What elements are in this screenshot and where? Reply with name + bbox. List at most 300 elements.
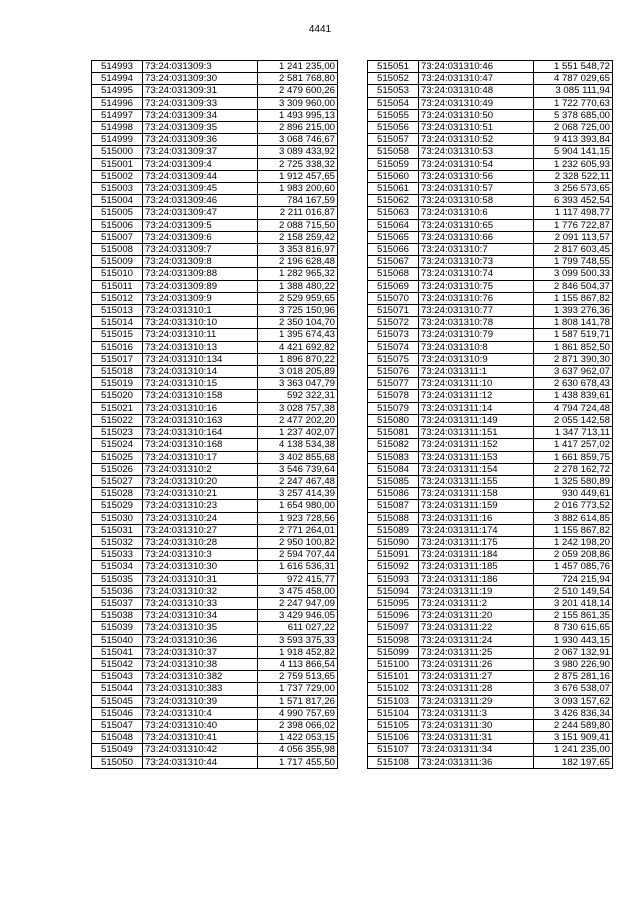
table-row bbox=[368, 646, 613, 658]
cadastral-number-cell: 73:24:031309:5 bbox=[143, 219, 258, 231]
cadastral-value-cell: 3 402 855,68 bbox=[258, 451, 338, 463]
table-row bbox=[92, 146, 338, 158]
cadastral-number-cell: 73:24:031311:184 bbox=[419, 549, 534, 561]
cadastral-value-cell: 2 158 259,42 bbox=[258, 231, 338, 243]
row-number-cell: 515107 bbox=[368, 744, 419, 756]
cadastral-number-cell: 73:24:031311:158 bbox=[419, 488, 534, 500]
table-row bbox=[92, 512, 338, 524]
row-number-cell: 515064 bbox=[368, 219, 419, 231]
row-number-cell: 515055 bbox=[368, 109, 419, 121]
cadastral-value-cell: 1 395 674,43 bbox=[258, 329, 338, 341]
table-row bbox=[368, 183, 613, 195]
table-row bbox=[92, 170, 338, 182]
cadastral-value-cell: 2 510 149,54 bbox=[534, 585, 613, 597]
table-row bbox=[368, 268, 613, 280]
table-row bbox=[92, 488, 338, 500]
cadastral-value-cell: 724 215,94 bbox=[534, 573, 613, 585]
row-number-cell: 515058 bbox=[368, 146, 419, 158]
table-row bbox=[368, 744, 613, 756]
cadastral-number-cell: 73:24:031309:4 bbox=[143, 158, 258, 170]
row-number-cell: 515096 bbox=[368, 610, 419, 622]
cadastral-value-cell: 2 247 467,48 bbox=[258, 475, 338, 487]
cadastral-value-cell: 2 846 504,37 bbox=[534, 280, 613, 292]
row-number-cell: 515016 bbox=[92, 341, 143, 353]
cadastral-number-cell: 73:24:031310:34 bbox=[143, 610, 258, 622]
table-row bbox=[368, 719, 613, 731]
row-number-cell: 515021 bbox=[92, 402, 143, 414]
cadastral-number-cell: 73:24:031310:78 bbox=[419, 317, 534, 329]
table-row bbox=[92, 73, 338, 85]
cadastral-number-cell: 73:24:031310:41 bbox=[143, 732, 258, 744]
table-row bbox=[368, 695, 613, 707]
table-row bbox=[368, 658, 613, 670]
cadastral-value-cell: 611 027,22 bbox=[258, 622, 338, 634]
row-number-cell: 515012 bbox=[92, 292, 143, 304]
cadastre-table-right bbox=[367, 60, 613, 769]
cadastral-value-cell: 2 088 715,50 bbox=[258, 219, 338, 231]
cadastral-number-cell: 73:24:031310:75 bbox=[419, 280, 534, 292]
table-row bbox=[92, 719, 338, 731]
cadastral-number-cell: 73:24:031310:54 bbox=[419, 158, 534, 170]
row-number-cell: 515061 bbox=[368, 183, 419, 195]
cadastral-number-cell: 73:24:031311:3 bbox=[419, 707, 534, 719]
table-row bbox=[368, 451, 613, 463]
cadastral-number-cell: 73:24:031309:35 bbox=[143, 122, 258, 134]
row-number-cell: 515106 bbox=[368, 732, 419, 744]
row-number-cell: 514993 bbox=[92, 61, 143, 73]
table-row bbox=[92, 195, 338, 207]
row-number-cell: 515045 bbox=[92, 695, 143, 707]
cadastral-value-cell: 1 325 580,89 bbox=[534, 475, 613, 487]
table-row bbox=[92, 524, 338, 536]
table-row bbox=[92, 744, 338, 756]
cadastral-number-cell: 73:24:031310:48 bbox=[419, 85, 534, 97]
cadastral-value-cell: 2 328 522,11 bbox=[534, 170, 613, 182]
cadastral-value-cell: 2 581 768,80 bbox=[258, 73, 338, 85]
cadastral-number-cell: 73:24:031310:74 bbox=[419, 268, 534, 280]
cadastral-number-cell: 73:24:031310:44 bbox=[143, 756, 258, 768]
cadastral-number-cell: 73:24:031310:33 bbox=[143, 597, 258, 609]
cadastral-number-cell: 73:24:031310:17 bbox=[143, 451, 258, 463]
table-row bbox=[368, 158, 613, 170]
row-number-cell: 515020 bbox=[92, 390, 143, 402]
row-number-cell: 515009 bbox=[92, 256, 143, 268]
cadastral-value-cell: 930 449,61 bbox=[534, 488, 613, 500]
table-row bbox=[92, 329, 338, 341]
cadastral-number-cell: 73:24:031310:52 bbox=[419, 134, 534, 146]
cadastral-number-cell: 73:24:031310:134 bbox=[143, 353, 258, 365]
row-number-cell: 515051 bbox=[368, 61, 419, 73]
cadastral-number-cell: 73:24:031311:16 bbox=[419, 512, 534, 524]
cadastral-number-cell: 73:24:031310:382 bbox=[143, 671, 258, 683]
row-number-cell: 515048 bbox=[92, 732, 143, 744]
table-row bbox=[92, 634, 338, 646]
row-number-cell: 515037 bbox=[92, 597, 143, 609]
cadastral-number-cell: 73:24:031310:14 bbox=[143, 366, 258, 378]
cadastral-value-cell: 2 817 603,45 bbox=[534, 244, 613, 256]
table-row bbox=[368, 439, 613, 451]
cadastral-number-cell: 73:24:031310:163 bbox=[143, 414, 258, 426]
table-row bbox=[92, 573, 338, 585]
cadastral-value-cell: 2 055 142,58 bbox=[534, 414, 613, 426]
cadastral-value-cell: 1 237 402,07 bbox=[258, 427, 338, 439]
row-number-cell: 515069 bbox=[368, 280, 419, 292]
cadastral-number-cell: 73:24:031310:21 bbox=[143, 488, 258, 500]
cadastral-number-cell: 73:24:031310:46 bbox=[419, 61, 534, 73]
cadastral-number-cell: 73:24:031309:8 bbox=[143, 256, 258, 268]
row-number-cell: 515087 bbox=[368, 500, 419, 512]
cadastral-value-cell: 1 930 443,15 bbox=[534, 634, 613, 646]
table-row bbox=[92, 707, 338, 719]
cadastral-value-cell: 1 918 452,82 bbox=[258, 646, 338, 658]
row-number-cell: 515102 bbox=[368, 683, 419, 695]
row-number-cell: 515083 bbox=[368, 451, 419, 463]
table-row bbox=[92, 414, 338, 426]
row-number-cell: 514994 bbox=[92, 73, 143, 85]
table-row bbox=[368, 756, 613, 768]
table-row bbox=[92, 451, 338, 463]
cadastral-number-cell: 73:24:031309:89 bbox=[143, 280, 258, 292]
table-row bbox=[368, 573, 613, 585]
cadastral-number-cell: 73:24:031310:39 bbox=[143, 695, 258, 707]
cadastral-value-cell: 2 479 600,26 bbox=[258, 85, 338, 97]
cadastral-number-cell: 73:24:031311:28 bbox=[419, 683, 534, 695]
cadastral-value-cell: 3 068 746,67 bbox=[258, 134, 338, 146]
cadastral-number-cell: 73:24:031311:152 bbox=[419, 439, 534, 451]
table-row bbox=[368, 292, 613, 304]
cadastral-number-cell: 73:24:031310:76 bbox=[419, 292, 534, 304]
cadastral-value-cell: 3 099 500,33 bbox=[534, 268, 613, 280]
row-number-cell: 515024 bbox=[92, 439, 143, 451]
table-row bbox=[92, 61, 338, 73]
cadastral-value-cell: 3 676 538,07 bbox=[534, 683, 613, 695]
cadastral-number-cell: 73:24:031310:11 bbox=[143, 329, 258, 341]
table-row bbox=[92, 280, 338, 292]
cadastral-value-cell: 1 587 519,71 bbox=[534, 329, 613, 341]
cadastral-number-cell: 73:24:031309:31 bbox=[143, 85, 258, 97]
cadastral-value-cell: 182 197,65 bbox=[534, 756, 613, 768]
row-number-cell: 515027 bbox=[92, 475, 143, 487]
table-row bbox=[92, 756, 338, 768]
table-row bbox=[368, 97, 613, 109]
table-row bbox=[92, 561, 338, 573]
cadastral-number-cell: 73:24:031310:42 bbox=[143, 744, 258, 756]
cadastral-number-cell: 73:24:031310:77 bbox=[419, 305, 534, 317]
cadastral-number-cell: 73:24:031310:36 bbox=[143, 634, 258, 646]
row-number-cell: 515025 bbox=[92, 451, 143, 463]
table-row bbox=[92, 317, 338, 329]
cadastral-value-cell: 4 421 692,82 bbox=[258, 341, 338, 353]
cadastral-number-cell: 73:24:031310:79 bbox=[419, 329, 534, 341]
cadastral-value-cell: 1 983 200,60 bbox=[258, 183, 338, 195]
cadastral-number-cell: 73:24:031311:1 bbox=[419, 366, 534, 378]
cadastral-value-cell: 3 725 150,96 bbox=[258, 305, 338, 317]
cadastral-number-cell: 73:24:031310:65 bbox=[419, 219, 534, 231]
row-number-cell: 515052 bbox=[368, 73, 419, 85]
cadastral-value-cell: 2 278 162,72 bbox=[534, 463, 613, 475]
row-number-cell: 515074 bbox=[368, 341, 419, 353]
table-row bbox=[92, 109, 338, 121]
row-number-cell: 515089 bbox=[368, 524, 419, 536]
cadastral-value-cell: 2 211 016,87 bbox=[258, 207, 338, 219]
cadastral-number-cell: 73:24:031310:168 bbox=[143, 439, 258, 451]
table-row bbox=[368, 610, 613, 622]
row-number-cell: 515004 bbox=[92, 195, 143, 207]
row-number-cell: 515078 bbox=[368, 390, 419, 402]
table-row bbox=[92, 134, 338, 146]
cadastral-number-cell: 73:24:031309:6 bbox=[143, 231, 258, 243]
cadastral-value-cell: 3 593 375,33 bbox=[258, 634, 338, 646]
cadastral-value-cell: 1 388 480,22 bbox=[258, 280, 338, 292]
cadastral-value-cell: 1 912 457,65 bbox=[258, 170, 338, 182]
row-number-cell: 515094 bbox=[368, 585, 419, 597]
table-row bbox=[92, 268, 338, 280]
cadastral-value-cell: 4 138 534,38 bbox=[258, 439, 338, 451]
cadastral-value-cell: 1 241 235,00 bbox=[534, 744, 613, 756]
cadastral-number-cell: 73:24:031310:7 bbox=[419, 244, 534, 256]
cadastral-value-cell: 972 415,77 bbox=[258, 573, 338, 585]
table-row bbox=[92, 585, 338, 597]
cadastral-number-cell: 73:24:031310:38 bbox=[143, 658, 258, 670]
row-number-cell: 515065 bbox=[368, 231, 419, 243]
table-row bbox=[368, 475, 613, 487]
row-number-cell: 515060 bbox=[368, 170, 419, 182]
table-row bbox=[368, 61, 613, 73]
row-number-cell: 515073 bbox=[368, 329, 419, 341]
cadastral-value-cell: 2 398 066,02 bbox=[258, 719, 338, 731]
row-number-cell: 515005 bbox=[92, 207, 143, 219]
cadastral-number-cell: 73:24:031309:33 bbox=[143, 97, 258, 109]
table-row bbox=[368, 109, 613, 121]
row-number-cell: 515029 bbox=[92, 500, 143, 512]
table-row bbox=[368, 561, 613, 573]
table-row bbox=[92, 536, 338, 548]
table-row bbox=[368, 207, 613, 219]
row-number-cell: 515006 bbox=[92, 219, 143, 231]
cadastral-number-cell: 73:24:031309:3 bbox=[143, 61, 258, 73]
cadastral-value-cell: 1 776 722,87 bbox=[534, 219, 613, 231]
table-row bbox=[368, 353, 613, 365]
cadastral-number-cell: 73:24:031309:7 bbox=[143, 244, 258, 256]
row-number-cell: 515063 bbox=[368, 207, 419, 219]
row-number-cell: 515019 bbox=[92, 378, 143, 390]
table-row bbox=[92, 122, 338, 134]
row-number-cell: 515010 bbox=[92, 268, 143, 280]
cadastral-number-cell: 73:24:031309:34 bbox=[143, 109, 258, 121]
row-number-cell: 515070 bbox=[368, 292, 419, 304]
cadastral-number-cell: 73:24:031311:14 bbox=[419, 402, 534, 414]
table-row bbox=[92, 402, 338, 414]
row-number-cell: 515017 bbox=[92, 353, 143, 365]
row-number-cell: 515098 bbox=[368, 634, 419, 646]
cadastral-value-cell: 1 155 867,82 bbox=[534, 524, 613, 536]
cadastral-value-cell: 1 117 498,77 bbox=[534, 207, 613, 219]
cadastral-number-cell: 73:24:031311:159 bbox=[419, 500, 534, 512]
table-row bbox=[368, 732, 613, 744]
cadastral-number-cell: 73:24:031311:175 bbox=[419, 536, 534, 548]
row-number-cell: 515103 bbox=[368, 695, 419, 707]
row-number-cell: 515067 bbox=[368, 256, 419, 268]
cadastral-number-cell: 73:24:031310:50 bbox=[419, 109, 534, 121]
cadastral-number-cell: 73:24:031309:9 bbox=[143, 292, 258, 304]
row-number-cell: 515023 bbox=[92, 427, 143, 439]
row-number-cell: 515100 bbox=[368, 658, 419, 670]
cadastral-value-cell: 2 091 113,57 bbox=[534, 231, 613, 243]
table-row bbox=[368, 146, 613, 158]
cadastral-value-cell: 1 417 257,02 bbox=[534, 439, 613, 451]
table-row bbox=[368, 280, 613, 292]
row-number-cell: 515090 bbox=[368, 536, 419, 548]
cadastral-number-cell: 73:24:031309:30 bbox=[143, 73, 258, 85]
cadastral-number-cell: 73:24:031311:12 bbox=[419, 390, 534, 402]
cadastral-value-cell: 1 717 455,50 bbox=[258, 756, 338, 768]
row-number-cell: 515066 bbox=[368, 244, 419, 256]
cadastral-value-cell: 1 661 859,75 bbox=[534, 451, 613, 463]
page-number: 4441 bbox=[308, 24, 332, 35]
cadastral-value-cell: 1 232 605,93 bbox=[534, 158, 613, 170]
cadastral-value-cell: 5 378 685,00 bbox=[534, 109, 613, 121]
cadastral-number-cell: 73:24:031311:2 bbox=[419, 597, 534, 609]
cadastral-value-cell: 9 413 393,84 bbox=[534, 134, 613, 146]
row-number-cell: 515022 bbox=[92, 414, 143, 426]
row-number-cell: 515097 bbox=[368, 622, 419, 634]
cadastral-number-cell: 73:24:031311:149 bbox=[419, 414, 534, 426]
cadastral-value-cell: 1 737 729,00 bbox=[258, 683, 338, 695]
cadastral-number-cell: 73:24:031310:28 bbox=[143, 536, 258, 548]
row-number-cell: 515007 bbox=[92, 231, 143, 243]
cadastral-value-cell: 3 085 111,94 bbox=[534, 85, 613, 97]
cadastral-value-cell: 1 722 770,63 bbox=[534, 97, 613, 109]
table-row bbox=[92, 207, 338, 219]
row-number-cell: 515040 bbox=[92, 634, 143, 646]
cadastral-number-cell: 73:24:031310:3 bbox=[143, 549, 258, 561]
cadastral-value-cell: 3 089 433,92 bbox=[258, 146, 338, 158]
table-row bbox=[368, 244, 613, 256]
cadastral-value-cell: 3 018 205,89 bbox=[258, 366, 338, 378]
cadastral-value-cell: 2 725 338,32 bbox=[258, 158, 338, 170]
row-number-cell: 514996 bbox=[92, 97, 143, 109]
row-number-cell: 515088 bbox=[368, 512, 419, 524]
cadastral-number-cell: 73:24:031310:8 bbox=[419, 341, 534, 353]
cadastral-number-cell: 73:24:031310:57 bbox=[419, 183, 534, 195]
table-row bbox=[368, 366, 613, 378]
table-row bbox=[92, 622, 338, 634]
table-row bbox=[92, 439, 338, 451]
cadastral-number-cell: 73:24:031311:185 bbox=[419, 561, 534, 573]
table-row bbox=[368, 671, 613, 683]
table-row bbox=[368, 305, 613, 317]
cadastral-value-cell: 2 477 202,20 bbox=[258, 414, 338, 426]
cadastral-value-cell: 3 257 414,39 bbox=[258, 488, 338, 500]
cadastral-number-cell: 73:24:031310:4 bbox=[143, 707, 258, 719]
table-row bbox=[92, 158, 338, 170]
cadastral-value-cell: 4 794 724,48 bbox=[534, 402, 613, 414]
row-number-cell: 515035 bbox=[92, 573, 143, 585]
cadastral-value-cell: 1 347 713,11 bbox=[534, 427, 613, 439]
cadastral-value-cell: 1 896 870,22 bbox=[258, 353, 338, 365]
table-row bbox=[92, 353, 338, 365]
table-row bbox=[92, 292, 338, 304]
cadastral-number-cell: 73:24:031310:23 bbox=[143, 500, 258, 512]
table-row bbox=[368, 402, 613, 414]
row-number-cell: 515101 bbox=[368, 671, 419, 683]
cadastral-number-cell: 73:24:031310:56 bbox=[419, 170, 534, 182]
cadastral-value-cell: 1 155 867,82 bbox=[534, 292, 613, 304]
table-row bbox=[92, 341, 338, 353]
cadastral-value-cell: 1 241 235,00 bbox=[258, 61, 338, 73]
cadastral-number-cell: 73:24:031310:37 bbox=[143, 646, 258, 658]
cadastral-value-cell: 784 167,59 bbox=[258, 195, 338, 207]
row-number-cell: 515038 bbox=[92, 610, 143, 622]
cadastral-value-cell: 1 393 276,36 bbox=[534, 305, 613, 317]
cadastral-value-cell: 1 616 536,31 bbox=[258, 561, 338, 573]
row-number-cell: 515079 bbox=[368, 402, 419, 414]
cadastral-value-cell: 1 457 085,76 bbox=[534, 561, 613, 573]
row-number-cell: 515039 bbox=[92, 622, 143, 634]
table-row bbox=[92, 97, 338, 109]
row-number-cell: 515086 bbox=[368, 488, 419, 500]
cadastral-number-cell: 73:24:031310:13 bbox=[143, 341, 258, 353]
row-number-cell: 515081 bbox=[368, 427, 419, 439]
table-row bbox=[368, 329, 613, 341]
cadastral-number-cell: 73:24:031311:34 bbox=[419, 744, 534, 756]
cadastral-value-cell: 2 247 947,09 bbox=[258, 597, 338, 609]
table-row bbox=[368, 500, 613, 512]
cadastral-number-cell: 73:24:031310:1 bbox=[143, 305, 258, 317]
cadastral-number-cell: 73:24:031311:154 bbox=[419, 463, 534, 475]
cadastral-value-cell: 1 551 548,72 bbox=[534, 61, 613, 73]
table-row bbox=[92, 683, 338, 695]
row-number-cell: 515076 bbox=[368, 366, 419, 378]
cadastral-value-cell: 1 282 965,32 bbox=[258, 268, 338, 280]
cadastral-number-cell: 73:24:031311:36 bbox=[419, 756, 534, 768]
cadastral-number-cell: 73:24:031310:2 bbox=[143, 463, 258, 475]
row-number-cell: 515041 bbox=[92, 646, 143, 658]
cadastral-number-cell: 73:24:031310:49 bbox=[419, 97, 534, 109]
table-row bbox=[368, 378, 613, 390]
cadastral-value-cell: 2 350 104,70 bbox=[258, 317, 338, 329]
cadastral-value-cell: 2 594 707,44 bbox=[258, 549, 338, 561]
row-number-cell: 515072 bbox=[368, 317, 419, 329]
table-row bbox=[368, 73, 613, 85]
table-row bbox=[92, 231, 338, 243]
cadastral-value-cell: 1 808 141,78 bbox=[534, 317, 613, 329]
cadastral-value-cell: 3 429 946,05 bbox=[258, 610, 338, 622]
table-row bbox=[368, 707, 613, 719]
row-number-cell: 515091 bbox=[368, 549, 419, 561]
table-row bbox=[92, 366, 338, 378]
row-number-cell: 515054 bbox=[368, 97, 419, 109]
row-number-cell: 515008 bbox=[92, 244, 143, 256]
table-row bbox=[92, 610, 338, 622]
row-number-cell: 515084 bbox=[368, 463, 419, 475]
row-number-cell: 515049 bbox=[92, 744, 143, 756]
row-number-cell: 515014 bbox=[92, 317, 143, 329]
cadastral-value-cell: 2 068 725,00 bbox=[534, 122, 613, 134]
cadastral-number-cell: 73:24:031310:6 bbox=[419, 207, 534, 219]
cadastral-value-cell: 3 353 816,97 bbox=[258, 244, 338, 256]
cadastral-value-cell: 3 093 157,62 bbox=[534, 695, 613, 707]
row-number-cell: 515018 bbox=[92, 366, 143, 378]
cadastral-value-cell: 3 980 226,90 bbox=[534, 658, 613, 670]
cadastral-number-cell: 73:24:031311:20 bbox=[419, 610, 534, 622]
row-number-cell: 515030 bbox=[92, 512, 143, 524]
cadastral-value-cell: 1 654 980,00 bbox=[258, 500, 338, 512]
cadastral-value-cell: 2 896 215,00 bbox=[258, 122, 338, 134]
cadastral-value-cell: 1 242 198,20 bbox=[534, 536, 613, 548]
cadastral-number-cell: 73:24:031310:58 bbox=[419, 195, 534, 207]
row-number-cell: 515099 bbox=[368, 646, 419, 658]
